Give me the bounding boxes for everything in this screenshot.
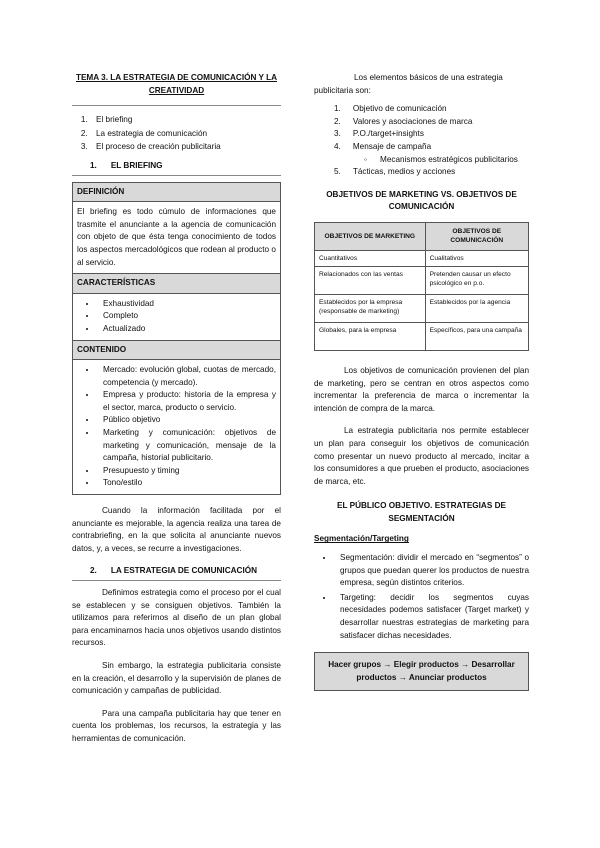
elementos-intro: Los elementos básicos de una estrategia publicitaria son:	[314, 73, 503, 95]
list-item	[334, 128, 529, 141]
list-item: • Empresa y producto: historia de la empresa y el sector, marca, producto o servicio.	[97, 389, 276, 414]
toc-item: 1. El briefing	[90, 114, 281, 127]
item-text: Objetivo de comunicación	[352, 104, 447, 114]
box-heading-definicion: DEFINICIÓN	[73, 183, 280, 203]
list-item	[334, 116, 529, 129]
campana-paragraph: Para una campaña publicitaria hay que tener en cuenta los problemas, los recursos, la estrategia y las herramientas de comunicación.	[72, 708, 281, 743]
contenido-list-wrap	[73, 360, 280, 494]
table-cell: Cualitativos	[425, 250, 528, 266]
item-number: 3.	[334, 129, 341, 139]
list-item: • Público objetivo	[97, 414, 276, 427]
item-number: 2.	[334, 116, 341, 126]
process-flow-box: Hacer grupos → Elegir productos → Desarrollar productos → Anunciar productos	[314, 652, 529, 691]
estrategia-publicitaria-paragraph: Sin embargo, la estrategia publicitaria consiste en la creación, el desarrollo y la supervisión de planes de comunicación y campañas de publicidad.	[72, 660, 281, 696]
list-item: • Segmentación: dividir el mercado en “segmentos” o grupos que puedan querer los productos de nuestra empresa, según distintos criterios.	[334, 552, 529, 590]
contrabriefing-paragraph: Cuando la información facilitada por el anunciante es mejorable, la agencia realiza una tarea de contrabriefing, en la que solicita al anunciante nuevos datos, y, a veces, se recurre a investigaciones.	[72, 506, 281, 553]
definicion-text: El briefing es todo cúmulo de informaciones que trasmite el anunciante a la agencia de comunicación con objeto de que ésta tenga conocimiento de todos los aspectos mercadológicos que rodean al producto o al servicio.	[77, 207, 276, 267]
briefing-info-box	[72, 182, 281, 495]
estrategia-paragraph: Definimos estrategia como el proceso por el cual se establecen y se consiguen objetivos. También la utilizamos para referirnos al diseño de un plan global para encaminarnos hacia unos objetivos usando distintos recursos.	[72, 588, 281, 648]
document-title: TEMA 3. LA ESTRATEGIA DE COMUNICACIÓN Y LA CREATIVIDAD	[75, 73, 278, 95]
list-item: • Targeting: decidir los segmentos cuyas necesidades podemos satisfacer (Target market) y desarrollar nuestras estrategias de marketing para satisfacer dichas necesidades.	[334, 592, 529, 642]
item-text: Mensaje de campaña	[352, 141, 432, 151]
elements-list	[334, 103, 529, 179]
toc-item: 2. La estrategia de comunicación	[90, 128, 281, 141]
objetivos-paragraph: Los objetivos de comunicación provienen del plan de marketing, pero se centran en otros aspectos como incrementar la preferencia de marca o incrementar la intención de compra de la marca.	[314, 365, 529, 413]
sub-item-text: Mecanismos estratégicos publicitarios	[380, 154, 518, 164]
list-item: • Completo	[97, 310, 276, 323]
section-title: LA ESTRATEGIA DE COMUNICACIÓN	[110, 566, 258, 576]
item-number: 5.	[334, 167, 341, 177]
circle-bullet-icon: ◦	[364, 154, 367, 164]
title-divider	[72, 105, 281, 106]
item-text: Valores y asociaciones de marca	[352, 116, 473, 126]
table-cell: Establecidos por la empresa (responsable de marketing)	[315, 294, 426, 322]
box-heading-contenido: CONTENIDO	[73, 340, 280, 361]
toc-item: 3. El proceso de creación publicitaria	[90, 141, 281, 154]
table-row	[315, 266, 529, 294]
table-header: OBJETIVOS DE MARKETING	[315, 222, 426, 250]
section-heading-estrategia	[72, 565, 281, 581]
objectives-table	[314, 222, 529, 351]
table-header: OBJETIVOS DE COMUNICACIÓN	[425, 222, 528, 250]
contenido-list	[97, 364, 276, 490]
table-cell: Específicos, para una campaña	[425, 322, 528, 350]
section-number: 2.	[90, 566, 97, 576]
publico-objetivo-title: EL PÚBLICO OBJETIVO. ESTRATEGIAS DE SEGMENTACIÓN	[337, 501, 506, 523]
section-number: 1.	[90, 160, 97, 170]
box-heading-caracteristicas: CARACTERÍSTICAS	[73, 273, 280, 294]
right-column	[314, 72, 529, 691]
sub-list-item	[364, 154, 529, 167]
list-item: • Exhaustividad	[97, 298, 276, 311]
item-text: P.O./target+insights	[352, 129, 424, 139]
estrategia-plan-paragraph: La estrategia publicitaria nos permite establecer un plan para conseguir los objetivos de comunicación como presentar un nuevo producto al mercado, incitar a los consumidores a que prueben el producto, asociaciones de marca, etc.	[314, 426, 529, 486]
list-item: • Presupuesto y timing	[97, 465, 276, 478]
table-row	[315, 322, 529, 350]
segmentacion-list	[334, 552, 529, 642]
table-row	[315, 294, 529, 322]
table-title: OBJETIVOS DE MARKETING VS. OBJETIVOS DE COMUNICACIÓN	[326, 189, 517, 212]
caracteristicas-list	[97, 298, 276, 336]
table-cell: Cuantitativos	[315, 250, 426, 266]
list-item: • Tono/estilo	[97, 477, 276, 490]
section-heading-briefing	[72, 160, 281, 176]
caracteristicas-list-wrap	[73, 294, 280, 340]
table-of-contents	[90, 114, 281, 154]
segmentacion-heading: Segmentación/Targeting	[314, 534, 409, 544]
table-cell: Pretenden causar un efecto psicológico en p.o.	[425, 266, 528, 294]
section-title: EL BRIEFING	[110, 160, 163, 170]
item-number: 4.	[334, 141, 341, 151]
table-cell: Relacionados con las ventas	[315, 266, 426, 294]
list-item: • Actualizado	[97, 323, 276, 336]
table-cell: Globales, para la empresa	[315, 322, 426, 350]
table-row	[315, 250, 529, 266]
list-item: • Mercado: evolución global, cuotas de mercado, competencia (y mercado).	[97, 364, 276, 389]
item-number: 1.	[334, 104, 341, 114]
list-item: • Marketing y comunicación: objetivos de marketing y comunicación, mensaje de la campaña, historial publicitario.	[97, 427, 276, 465]
item-text: Tácticas, medios y acciones	[352, 167, 456, 177]
list-item	[334, 141, 529, 154]
table-cell: Establecidos por la agencia	[425, 294, 528, 322]
table-header-row	[315, 222, 529, 250]
list-item	[334, 166, 529, 179]
left-column	[72, 72, 281, 746]
list-item	[334, 103, 529, 116]
